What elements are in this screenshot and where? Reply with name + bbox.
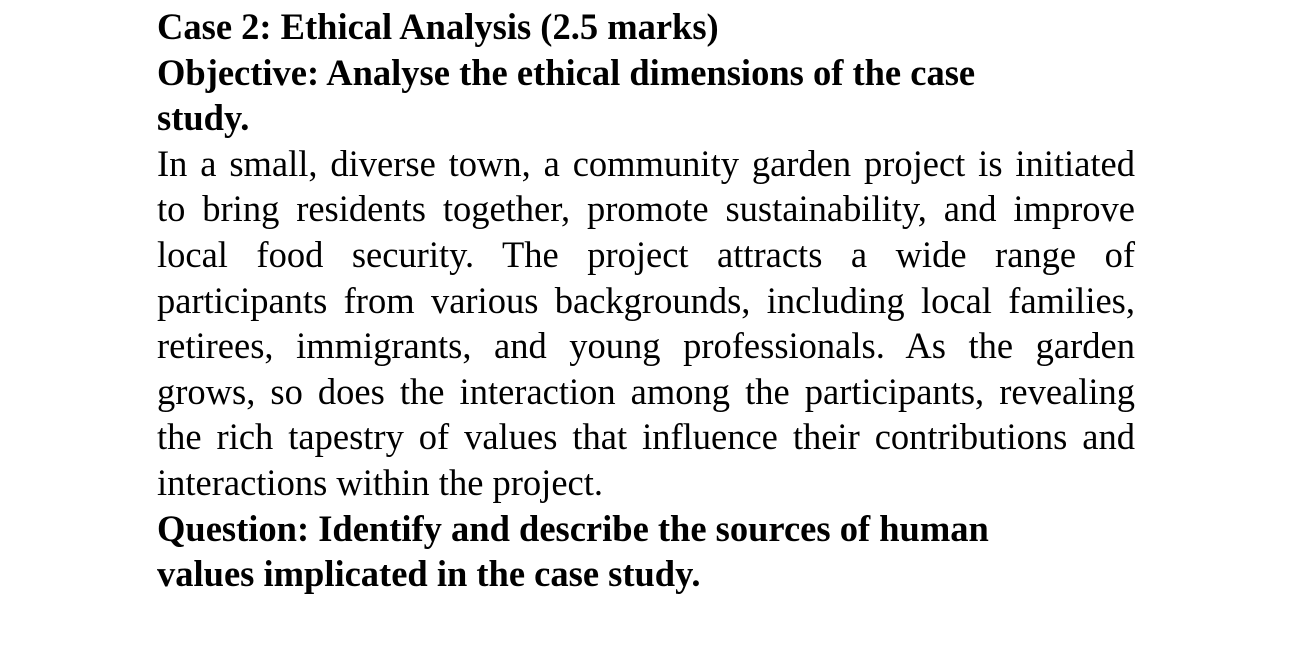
document-body [157, 4, 1135, 597]
objective-text: Objective: Analyse the ethical dimensions of the case study. [157, 51, 976, 139]
question-text: Question: Identify and describe the sources of human values implicated in the case study. [157, 507, 989, 595]
case-study-paragraph: In a small, diverse town, a community garden project is initiated to bring residents together, promote sustainability, and improve local food security. The project attracts a wide range of participants from various backgrounds, including local families, retirees, immigrants, and young professionals. As the garden grows, so does the interaction among the participants, revealing the rich tapestry of values that influence their contributions and interactions within the project. [157, 142, 1135, 503]
case-title: Case 2: Ethical Analysis (2.5 marks) [157, 6, 719, 47]
